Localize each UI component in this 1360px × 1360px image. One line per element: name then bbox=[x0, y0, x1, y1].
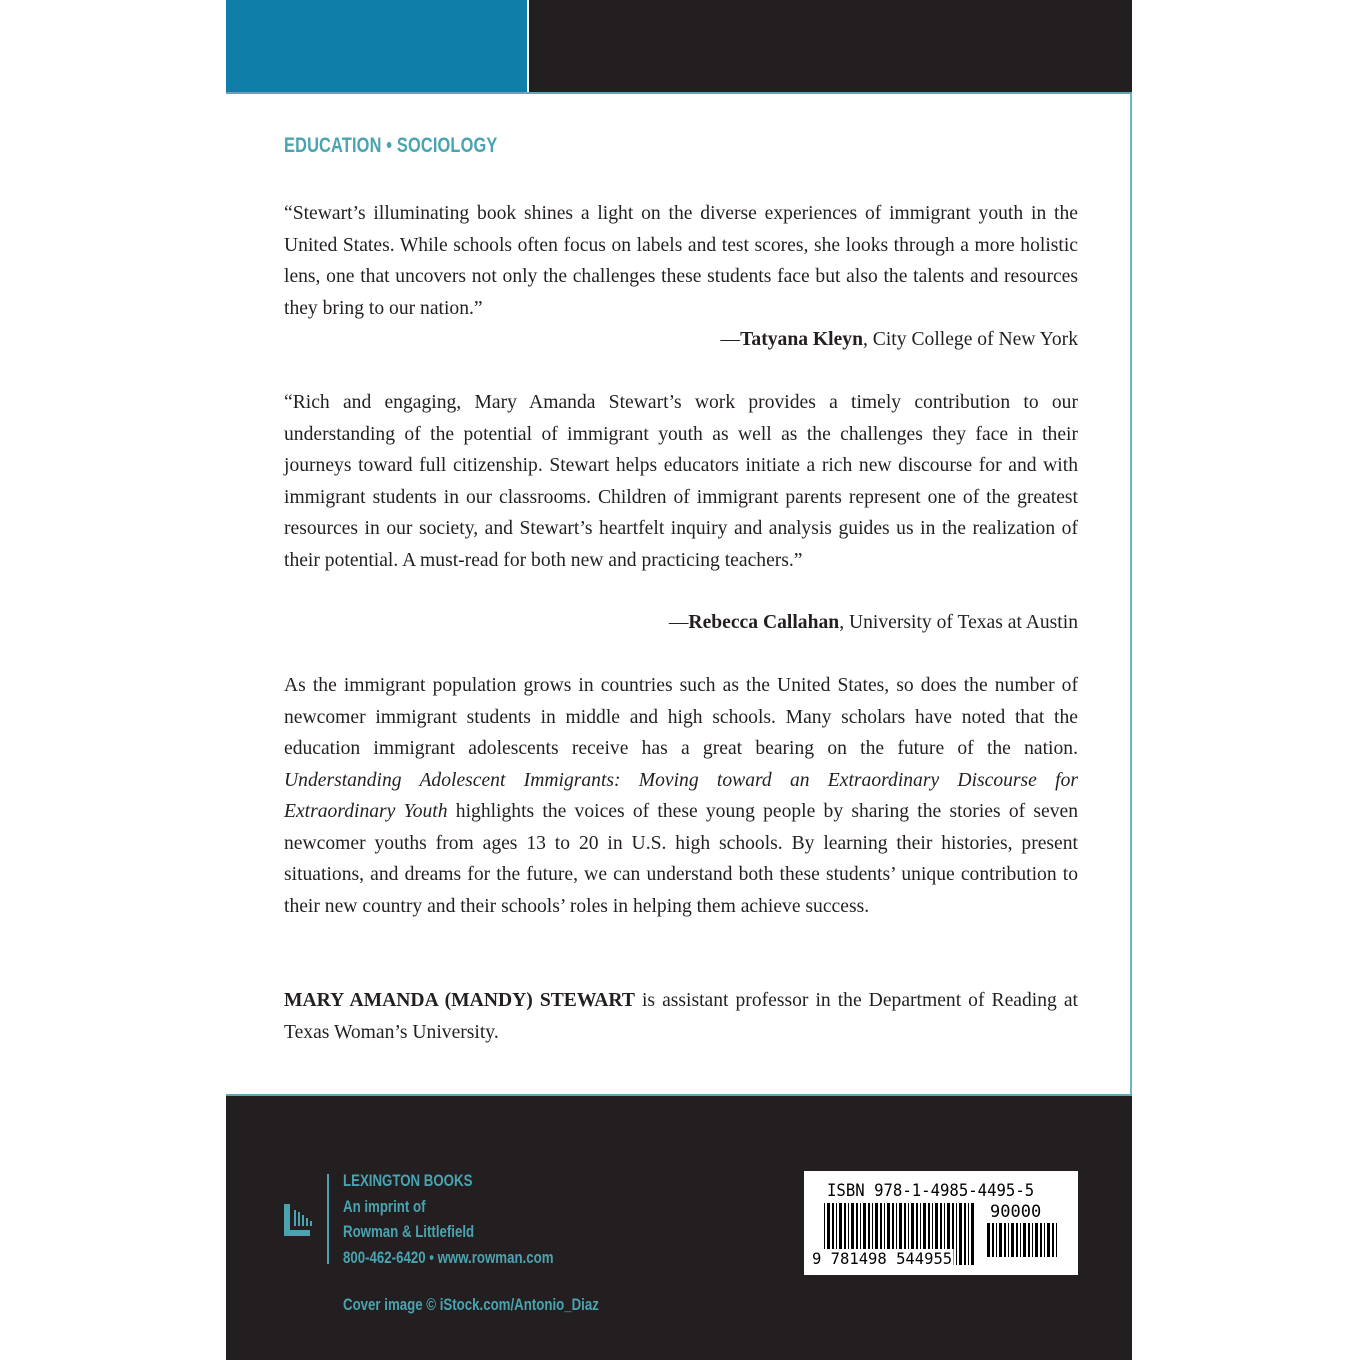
barcode-bar bbox=[1023, 1223, 1026, 1257]
description-text-after-title: highlights the voices of these young people by sharing the stories of seven newcomer youths from ages 13 to 20 in U.S. high schools. By learning their histories, present situations, and dreams for the future, we can understand both these students’ unique contribution to their new country and their schools’ roles in helping them achieve success. bbox=[284, 801, 1078, 917]
lexington-books-logo-icon bbox=[284, 1200, 318, 1238]
isbn-label: ISBN 978-1-4985-4495-5 bbox=[827, 1181, 1035, 1201]
barcode-bar bbox=[968, 1203, 969, 1265]
publisher-divider bbox=[327, 1174, 329, 1264]
barcode-bar bbox=[987, 1223, 990, 1257]
endorser-name: Rebecca Callahan bbox=[688, 612, 840, 633]
publisher-contact: 800-462-6420 • www.rowman.com bbox=[343, 1247, 554, 1267]
publisher-name: LEXINGTON BOOKS bbox=[343, 1171, 473, 1190]
barcode-bar bbox=[971, 1203, 974, 1265]
barcode-bar bbox=[1047, 1223, 1050, 1257]
author-bio bbox=[284, 985, 1078, 1048]
barcode-digits: 9 781498 544955 bbox=[811, 1249, 953, 1268]
barcode-bar bbox=[1011, 1223, 1014, 1257]
barcode-bar bbox=[1044, 1223, 1045, 1257]
endorsement-attribution-1 bbox=[284, 324, 1078, 356]
endorsement-attribution-2 bbox=[284, 607, 1078, 639]
barcode-bar bbox=[1056, 1223, 1057, 1257]
barcode-bar bbox=[1032, 1223, 1033, 1257]
category-label: EDUCATION • SOCIOLOGY bbox=[284, 134, 498, 157]
endorser-affiliation: , City College of New York bbox=[863, 329, 1078, 350]
barcode-bar bbox=[964, 1203, 966, 1265]
barcode-bars-addon bbox=[987, 1223, 1061, 1257]
barcode-bar bbox=[999, 1223, 1002, 1257]
attribution-dash: — bbox=[668, 612, 689, 633]
description-text-before-title: As the immigrant population grows in countries such as the United States, so does the number of newcomer immigrant students in middle and high schools. Many scholars have noted that the education immigrant adolescents receive has a great bearing on the future of the nation. bbox=[284, 675, 1078, 759]
barcode-bar bbox=[956, 1203, 957, 1265]
publisher-imprint-line: An imprint of bbox=[343, 1196, 426, 1216]
top-band-blue-block bbox=[226, 0, 527, 92]
book-description bbox=[284, 670, 1078, 922]
endorser-name: Tatyana Kleyn bbox=[740, 329, 863, 350]
top-rule bbox=[226, 92, 1132, 94]
barcode-bar bbox=[992, 1223, 994, 1257]
barcode-bar bbox=[1052, 1223, 1054, 1257]
back-cover bbox=[226, 0, 1132, 1360]
publisher-parent: Rowman & Littlefield bbox=[343, 1222, 475, 1241]
barcode-bar bbox=[1028, 1223, 1030, 1257]
cover-image-credit: Cover image © iStock.com/Antonio_Diaz bbox=[343, 1295, 599, 1314]
author-bio-text: is assistant professor in the Department of Reading at Texas Woman’s University. bbox=[284, 990, 1078, 1043]
side-rule bbox=[1130, 94, 1132, 1094]
barcode-bar bbox=[1016, 1223, 1018, 1257]
barcode-bar bbox=[1008, 1223, 1009, 1257]
endorser-affiliation: , University of Texas at Austin bbox=[839, 612, 1078, 633]
isbn-barcode bbox=[804, 1171, 1078, 1275]
top-band-dark-block bbox=[529, 0, 1132, 92]
attribution-dash: — bbox=[720, 329, 741, 350]
barcode-bar bbox=[1035, 1223, 1038, 1257]
barcode-bar bbox=[1020, 1223, 1021, 1257]
endorsement-quote-2: “Rich and engaging, Mary Amanda Stewart’s work provides a timely contribution to our understanding of the potential of immigrant youth as well as the challenges they face in their journeys toward full citizenship. Stewart helps educators initiate a rich new discourse for and with immigrant students in our classrooms. Children of immigrant parents represent one of the greatest resources in our society, and Stewart’s heartfelt inquiry and analysis guides us in the realization of their potential. A must-read for both new and practicing teachers.” bbox=[284, 392, 1078, 571]
barcode-bar bbox=[959, 1203, 962, 1265]
barcode-bar bbox=[1040, 1223, 1042, 1257]
bottom-band bbox=[226, 1096, 1132, 1360]
author-name: MARY AMANDA (MANDY) STEWART bbox=[284, 990, 635, 1011]
book-title: Understanding Adolescent Immigrants: Moving toward an Extraordinary Discourse for Extraordinary Youth bbox=[284, 769, 1078, 822]
barcode-bar bbox=[996, 1223, 997, 1257]
barcode-bar bbox=[1004, 1223, 1006, 1257]
top-color-band bbox=[226, 0, 1132, 92]
price-code: 90000 bbox=[990, 1202, 1042, 1222]
endorsement-quote-1: “Stewart’s illuminating book shines a light on the diverse experiences of immigrant youth in the United States. While schools often focus on labels and test scores, she looks through a more holistic lens, one that uncovers not only the challenges these students face but also the talents and resources they bring to our nation.” bbox=[284, 203, 1078, 319]
publisher-info bbox=[343, 1168, 554, 1270]
